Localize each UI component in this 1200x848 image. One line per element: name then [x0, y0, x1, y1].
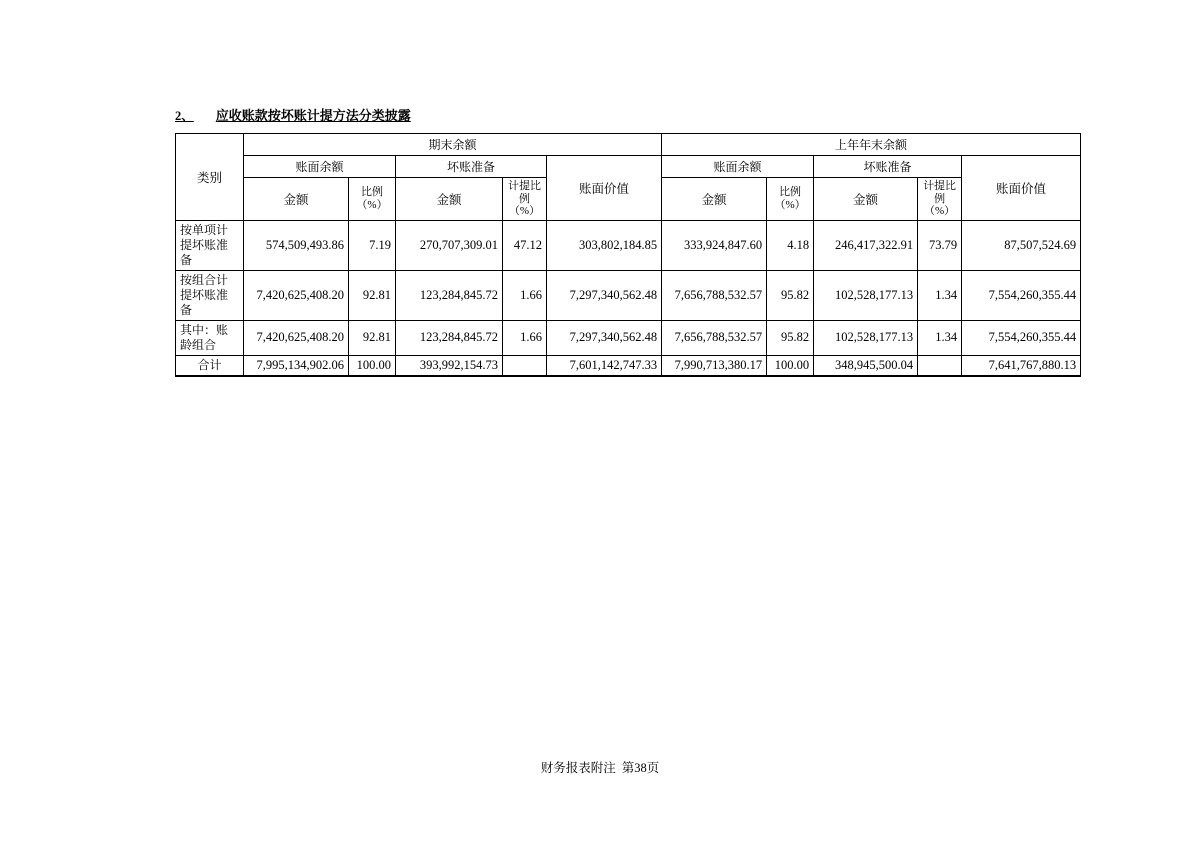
row-cur-carrying: 7,297,340,562.48	[547, 320, 662, 355]
header-pri-bad-debt: 坏账准备	[814, 156, 962, 178]
row-cur-carrying: 7,601,142,747.33	[547, 355, 662, 376]
row-pri-amount: 7,656,788,532.57	[662, 320, 767, 355]
header-cur-bad-debt: 坏账准备	[396, 156, 547, 178]
header-cur-ratio	[349, 178, 396, 221]
header-cur-accrual	[503, 178, 547, 221]
row-pri-carrying: 87,507,524.69	[962, 220, 1081, 270]
header-pri-amount: 金额	[662, 178, 767, 221]
header-cur-ratio-unit: （%）	[356, 198, 388, 211]
row-category: 按单项计提坏账准备	[176, 220, 244, 270]
row-pri-ratio: 100.00	[767, 355, 814, 376]
table-row	[176, 320, 1081, 355]
document-body	[175, 105, 1080, 377]
row-pri-accrual: 1.34	[918, 320, 962, 355]
row-category: 合计	[176, 355, 244, 376]
row-cur-bad: 393,992,154.73	[396, 355, 503, 376]
row-pri-amount: 7,990,713,380.17	[662, 355, 767, 376]
row-category: 按组合计提坏账准备	[176, 270, 244, 320]
row-pri-bad: 102,528,177.13	[814, 270, 918, 320]
row-cur-ratio: 100.00	[349, 355, 396, 376]
row-cur-amount: 574,509,493.86	[244, 220, 349, 270]
header-cur-amount: 金额	[244, 178, 349, 221]
row-pri-carrying: 7,554,260,355.44	[962, 320, 1081, 355]
header-cur-book-balance: 账面余额	[244, 156, 396, 178]
table-row	[176, 220, 1081, 270]
row-cur-ratio: 92.81	[349, 320, 396, 355]
row-pri-ratio: 95.82	[767, 320, 814, 355]
header-pri-ratio-unit: （%）	[774, 198, 806, 211]
row-cur-ratio: 92.81	[349, 270, 396, 320]
row-cur-bad: 123,284,845.72	[396, 270, 503, 320]
header-pri-accrual-unit: （%）	[923, 205, 956, 218]
header-pri-ratio	[767, 178, 814, 221]
row-pri-ratio: 95.82	[767, 270, 814, 320]
row-cur-carrying: 303,802,184.85	[547, 220, 662, 270]
header-pri-carrying: 账面价值	[962, 156, 1081, 221]
row-pri-bad: 348,945,500.04	[814, 355, 918, 376]
header-pri-accrual	[918, 178, 962, 221]
header-cur-bad-amount: 金额	[396, 178, 503, 221]
row-cur-amount: 7,420,625,408.20	[244, 320, 349, 355]
row-cur-accrual: 1.66	[503, 270, 547, 320]
header-cur-ratio-label: 比例	[361, 186, 383, 199]
header-pri-book-balance: 账面余额	[662, 156, 814, 178]
row-cur-amount: 7,995,134,902.06	[244, 355, 349, 376]
table-row	[176, 270, 1081, 320]
page-footer	[0, 758, 1200, 776]
section-number: 2、	[175, 109, 194, 123]
row-pri-ratio: 4.18	[767, 220, 814, 270]
row-pri-carrying: 7,641,767,880.13	[962, 355, 1081, 376]
header-group-current: 期末余额	[244, 134, 662, 156]
table-row-total	[176, 355, 1081, 376]
header-cur-accrual-unit: （%）	[508, 205, 541, 218]
table-header-row-sub	[176, 156, 1081, 178]
row-category: 其中：账龄组合	[176, 320, 244, 355]
footer-label: 财务报表附注	[540, 760, 616, 775]
row-cur-bad: 270,707,309.01	[396, 220, 503, 270]
row-pri-accrual: 1.34	[918, 270, 962, 320]
row-pri-bad: 246,417,322.91	[814, 220, 918, 270]
header-cur-accrual-label: 计提比例	[508, 180, 541, 205]
row-cur-bad: 123,284,845.72	[396, 320, 503, 355]
row-cur-amount: 7,420,625,408.20	[244, 270, 349, 320]
row-pri-amount: 333,924,847.60	[662, 220, 767, 270]
row-pri-accrual: 73.79	[918, 220, 962, 270]
header-group-prior: 上年年末余额	[662, 134, 1081, 156]
row-cur-accrual	[503, 355, 547, 376]
row-pri-amount: 7,656,788,532.57	[662, 270, 767, 320]
section-heading	[175, 105, 1080, 124]
table-header-row-groups	[176, 134, 1081, 156]
section-title: 应收账款按坏账计提方法分类披露	[215, 109, 411, 124]
header-pri-ratio-label: 比例	[779, 186, 802, 199]
footer-page-number: 第38页	[621, 761, 660, 775]
header-cur-carrying: 账面价值	[547, 156, 662, 221]
row-cur-carrying: 7,297,340,562.48	[547, 270, 662, 320]
row-cur-ratio: 7.19	[349, 220, 396, 270]
row-cur-accrual: 47.12	[503, 220, 547, 270]
header-pri-accrual-label: 计提比例	[923, 180, 957, 205]
receivables-bad-debt-table	[175, 133, 1081, 377]
row-pri-bad: 102,528,177.13	[814, 320, 918, 355]
header-pri-bad-amount: 金额	[814, 178, 918, 221]
header-category: 类别	[176, 134, 244, 221]
row-pri-accrual	[918, 355, 962, 376]
row-cur-accrual: 1.66	[503, 320, 547, 355]
row-pri-carrying: 7,554,260,355.44	[962, 270, 1081, 320]
